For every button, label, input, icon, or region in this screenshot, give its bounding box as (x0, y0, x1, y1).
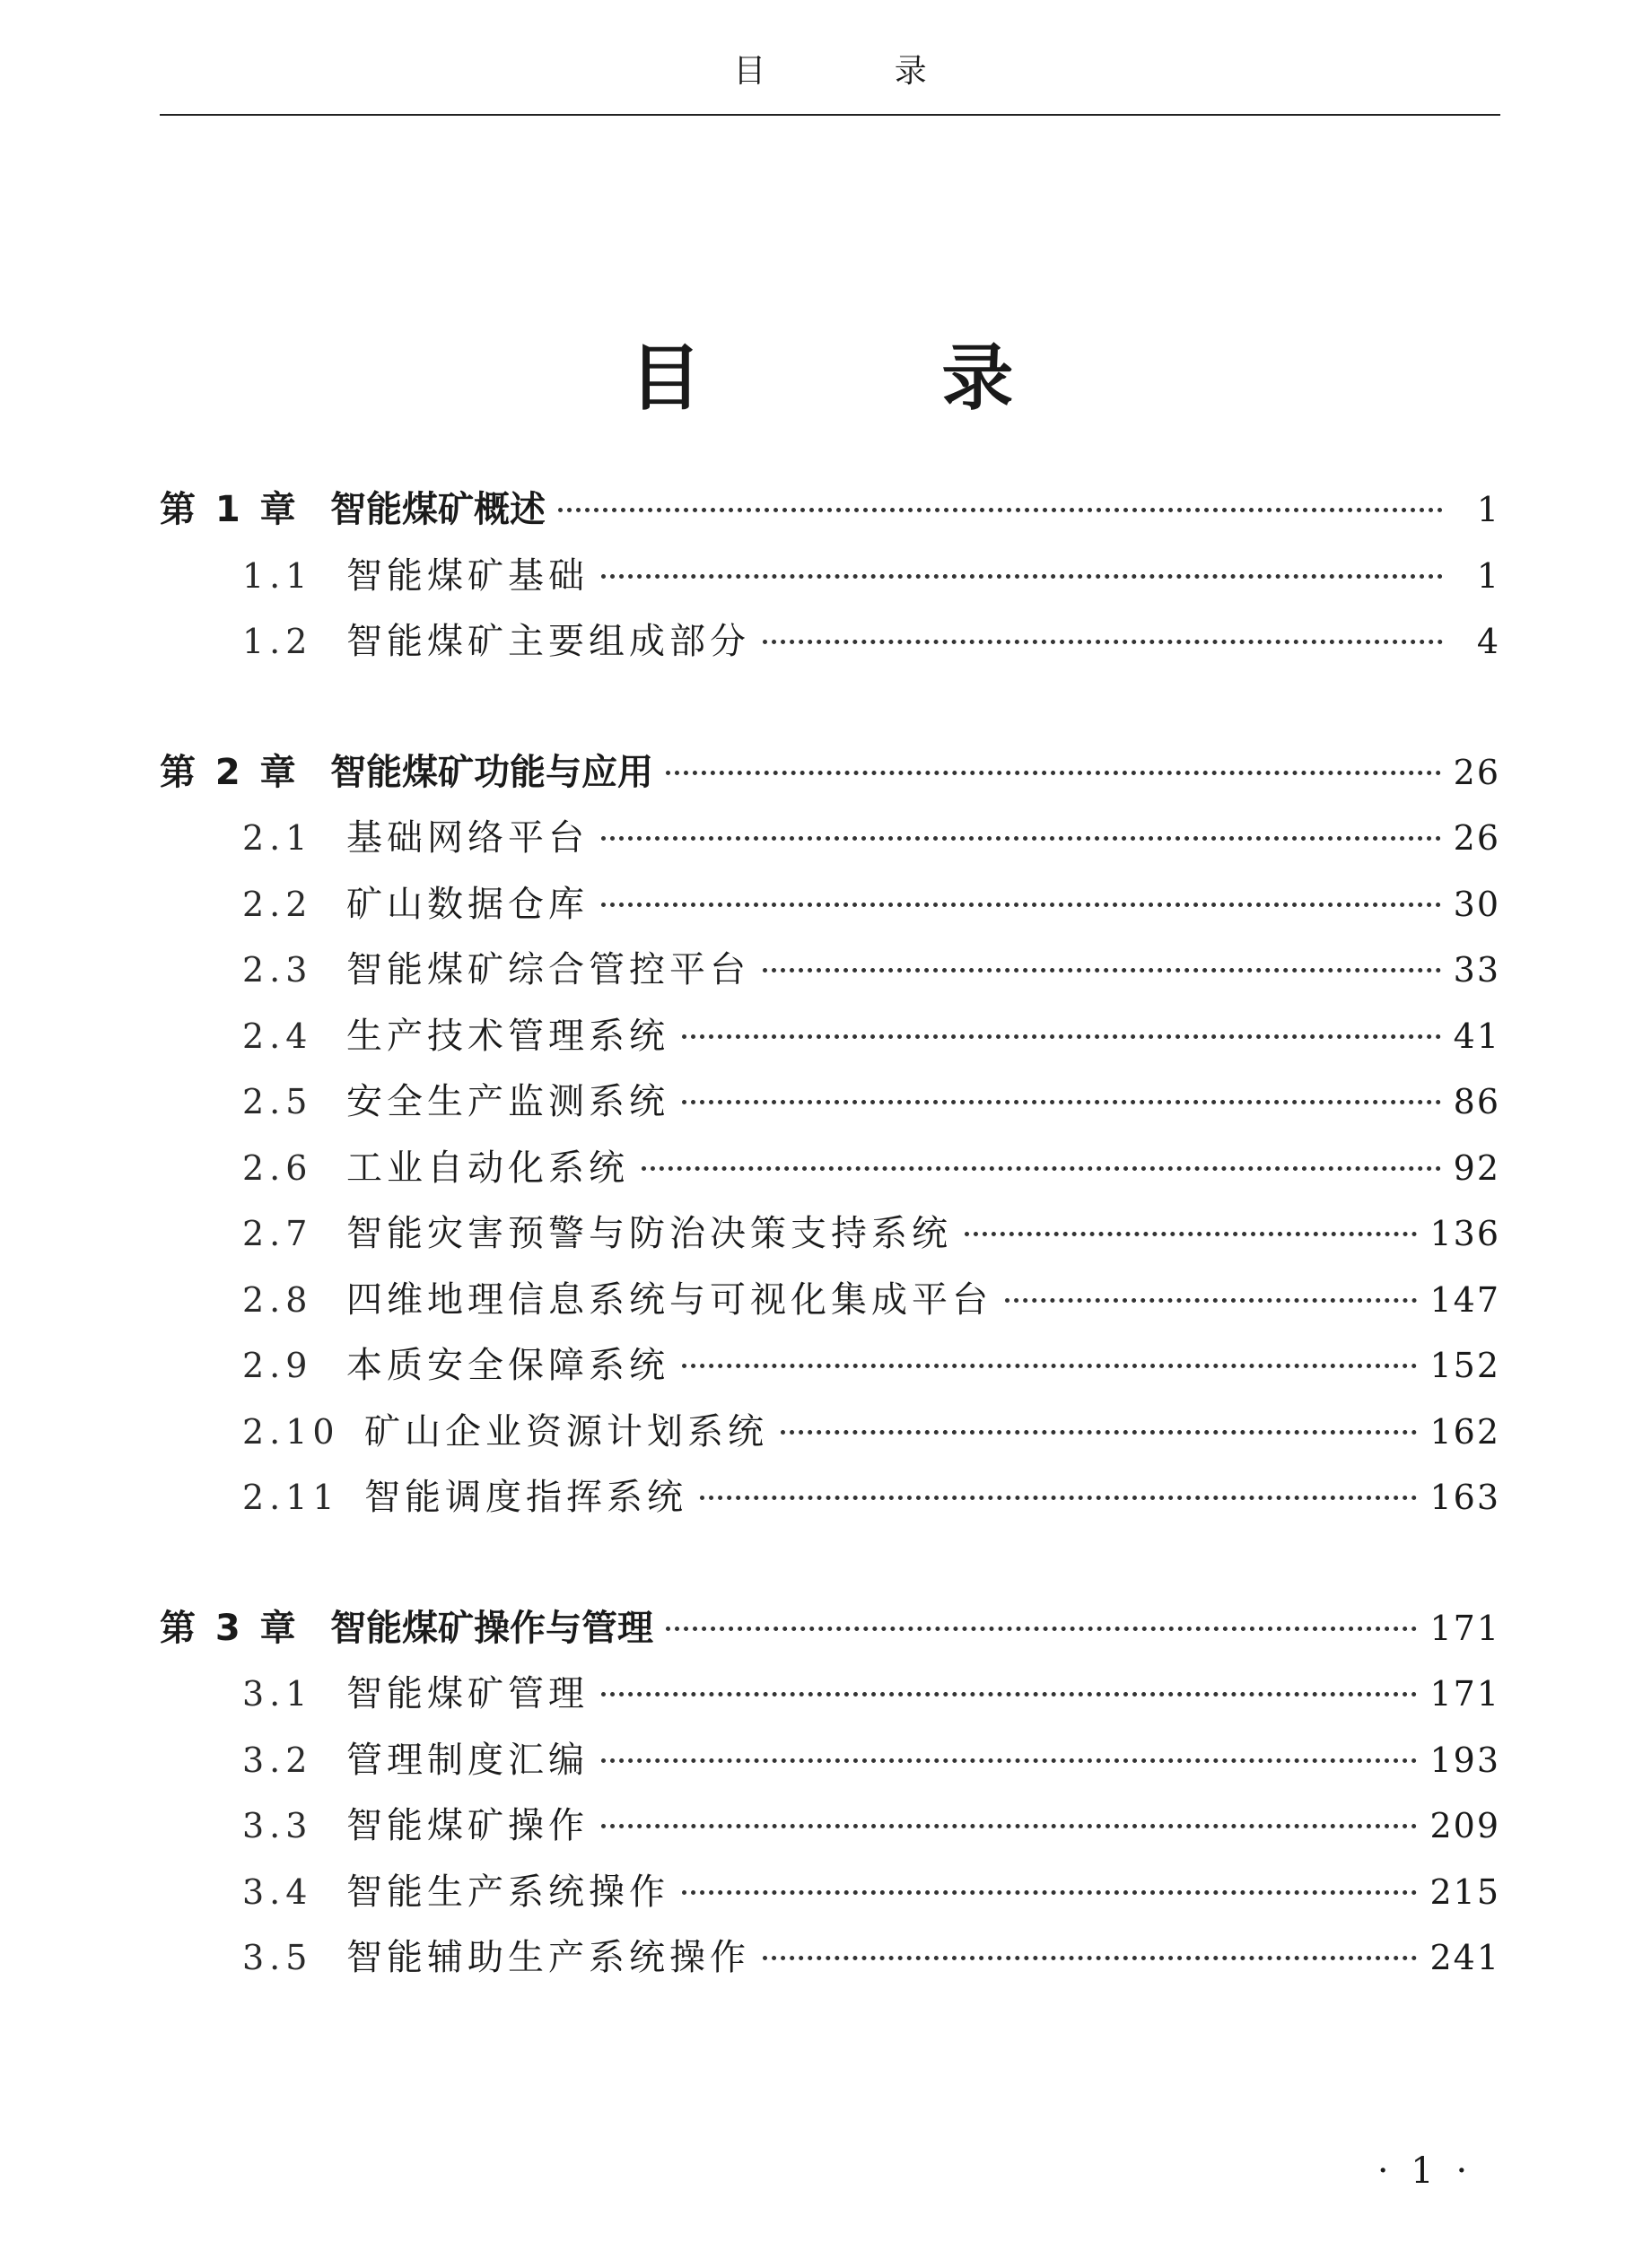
dot-leader (601, 836, 1441, 841)
dot-leader (763, 1956, 1417, 1960)
toc-section-entry[interactable] (160, 806, 1500, 872)
toc-section-entry[interactable] (160, 1662, 1500, 1728)
section-title: 智能调度指挥系统 (364, 1477, 687, 1518)
page-number: 86 (1453, 1082, 1500, 1121)
dot-leader (601, 903, 1441, 907)
toc-section-entry[interactable] (160, 1333, 1500, 1400)
dot-leader (763, 968, 1441, 973)
page-number: 1 (1476, 555, 1500, 596)
section-title: 智能灾害预警与防治决策支持系统 (346, 1213, 952, 1254)
page-title: 目 录 (629, 336, 1122, 420)
toc-chapter-entry[interactable] (160, 477, 1500, 544)
toc-section-entry[interactable] (160, 872, 1500, 938)
section-title: 智能生产系统操作 (346, 1871, 669, 1913)
dot-leader (601, 1824, 1417, 1828)
dot-leader (965, 1232, 1417, 1236)
section-title: 管理制度汇编 (346, 1739, 589, 1781)
section-number: 2.3 (242, 950, 313, 990)
page-number: 147 (1429, 1279, 1500, 1320)
section-number: 2.1 (242, 818, 313, 858)
chapter-number: 第 3 章 (160, 1607, 300, 1649)
section-title: 智能煤矿主要组成部分 (346, 621, 750, 662)
toc-chapter-entry[interactable] (160, 1596, 1500, 1662)
chapter-number: 第 2 章 (160, 751, 300, 793)
section-number: 3.1 (242, 1674, 313, 1714)
section-title: 四维地理信息系统与可视化集成平台 (346, 1278, 992, 1321)
dot-leader (601, 1758, 1417, 1763)
dot-leader (1005, 1298, 1417, 1303)
section-number: 2.7 (242, 1214, 313, 1253)
header-rule (160, 114, 1500, 116)
section-title: 智能煤矿操作 (346, 1805, 589, 1846)
section-number: 2.8 (242, 1279, 313, 1320)
page-number: 30 (1453, 884, 1500, 924)
section-number: 2.9 (242, 1346, 313, 1385)
chapter-number: 第 1 章 (160, 489, 300, 530)
page-number: 136 (1429, 1214, 1500, 1253)
page-number: 193 (1429, 1740, 1500, 1780)
page-number: 171 (1429, 1608, 1500, 1648)
section-title: 智能辅助生产系统操作 (346, 1937, 750, 1978)
page-number: 4 (1476, 622, 1500, 661)
running-header: 目 录 (733, 53, 986, 90)
section-number: 3.3 (242, 1806, 313, 1845)
chapter-3 (160, 1596, 1500, 1992)
section-title: 智能煤矿管理 (346, 1673, 589, 1714)
dot-leader (682, 1100, 1441, 1104)
dot-leader (700, 1496, 1417, 1500)
section-number: 2.10 (242, 1411, 340, 1452)
page-number: 26 (1453, 818, 1500, 858)
section-title: 生产技术管理系统 (346, 1015, 669, 1057)
toc-section-entry[interactable] (160, 1860, 1500, 1926)
chapter-title: 智能煤矿功能与应用 (330, 751, 653, 793)
section-title: 矿山企业资源计划系统 (364, 1410, 768, 1452)
chapter-1 (160, 477, 1500, 676)
page-number: 26 (1453, 752, 1500, 792)
toc-section-entry[interactable] (160, 1201, 1500, 1268)
page-number: 92 (1453, 1147, 1500, 1188)
toc-section-entry[interactable] (160, 1136, 1500, 1202)
dot-leader (666, 1627, 1417, 1631)
page-number: 163 (1429, 1478, 1500, 1517)
page-number: 241 (1429, 1938, 1500, 1977)
section-number: 2.5 (242, 1082, 313, 1121)
section-number: 1.1 (242, 555, 313, 596)
section-number: 1.2 (242, 622, 313, 661)
page-number: 33 (1453, 950, 1500, 990)
toc-section-entry[interactable] (160, 1004, 1500, 1070)
toc-section-entry[interactable] (160, 1400, 1500, 1466)
toc-section-entry[interactable] (160, 938, 1500, 1004)
page-folio: · 1 · (1376, 2150, 1473, 2192)
dot-leader (601, 574, 1443, 579)
section-title: 安全生产监测系统 (346, 1081, 669, 1122)
section-number: 2.2 (242, 884, 313, 924)
section-title: 智能煤矿基础 (346, 554, 589, 597)
section-number: 2.11 (242, 1478, 340, 1517)
dot-leader (682, 1034, 1441, 1039)
page-number: 209 (1429, 1806, 1500, 1845)
toc-section-entry[interactable] (160, 1268, 1500, 1334)
dot-leader (601, 1692, 1417, 1697)
section-title: 基础网络平台 (346, 817, 589, 859)
toc-section-entry[interactable] (160, 1793, 1500, 1860)
chapter-title: 智能煤矿操作与管理 (330, 1607, 653, 1649)
table-of-contents (160, 477, 1500, 2056)
dot-leader (682, 1364, 1417, 1368)
dot-leader (682, 1890, 1417, 1895)
toc-section-entry[interactable] (160, 1728, 1500, 1794)
toc-section-entry[interactable] (160, 1925, 1500, 1992)
toc-section-entry[interactable] (160, 544, 1500, 610)
section-number: 2.4 (242, 1016, 313, 1056)
chapter-title: 智能煤矿概述 (330, 489, 546, 530)
toc-section-entry[interactable] (160, 609, 1500, 676)
toc-section-entry[interactable] (160, 1465, 1500, 1531)
section-title: 本质安全保障系统 (346, 1345, 669, 1386)
section-title: 智能煤矿综合管控平台 (346, 949, 750, 990)
section-number: 3.5 (242, 1938, 313, 1977)
section-title: 矿山数据仓库 (346, 883, 589, 925)
dot-leader (558, 508, 1443, 512)
dot-leader (763, 640, 1443, 644)
page-number: 171 (1429, 1674, 1500, 1714)
dot-leader (781, 1430, 1417, 1435)
section-title: 工业自动化系统 (346, 1147, 629, 1189)
page-number: 162 (1429, 1411, 1500, 1452)
page-number: 152 (1429, 1346, 1500, 1385)
toc-chapter-entry[interactable] (160, 740, 1500, 807)
section-number: 3.2 (242, 1740, 313, 1780)
chapter-2 (160, 740, 1500, 1531)
section-number: 2.6 (242, 1147, 313, 1188)
page-number: 1 (1476, 490, 1500, 529)
page-number: 41 (1453, 1016, 1500, 1056)
toc-section-entry[interactable] (160, 1069, 1500, 1136)
dot-leader (666, 771, 1441, 775)
dot-leader (642, 1166, 1441, 1171)
page-number: 215 (1429, 1871, 1500, 1912)
section-number: 3.4 (242, 1871, 313, 1912)
